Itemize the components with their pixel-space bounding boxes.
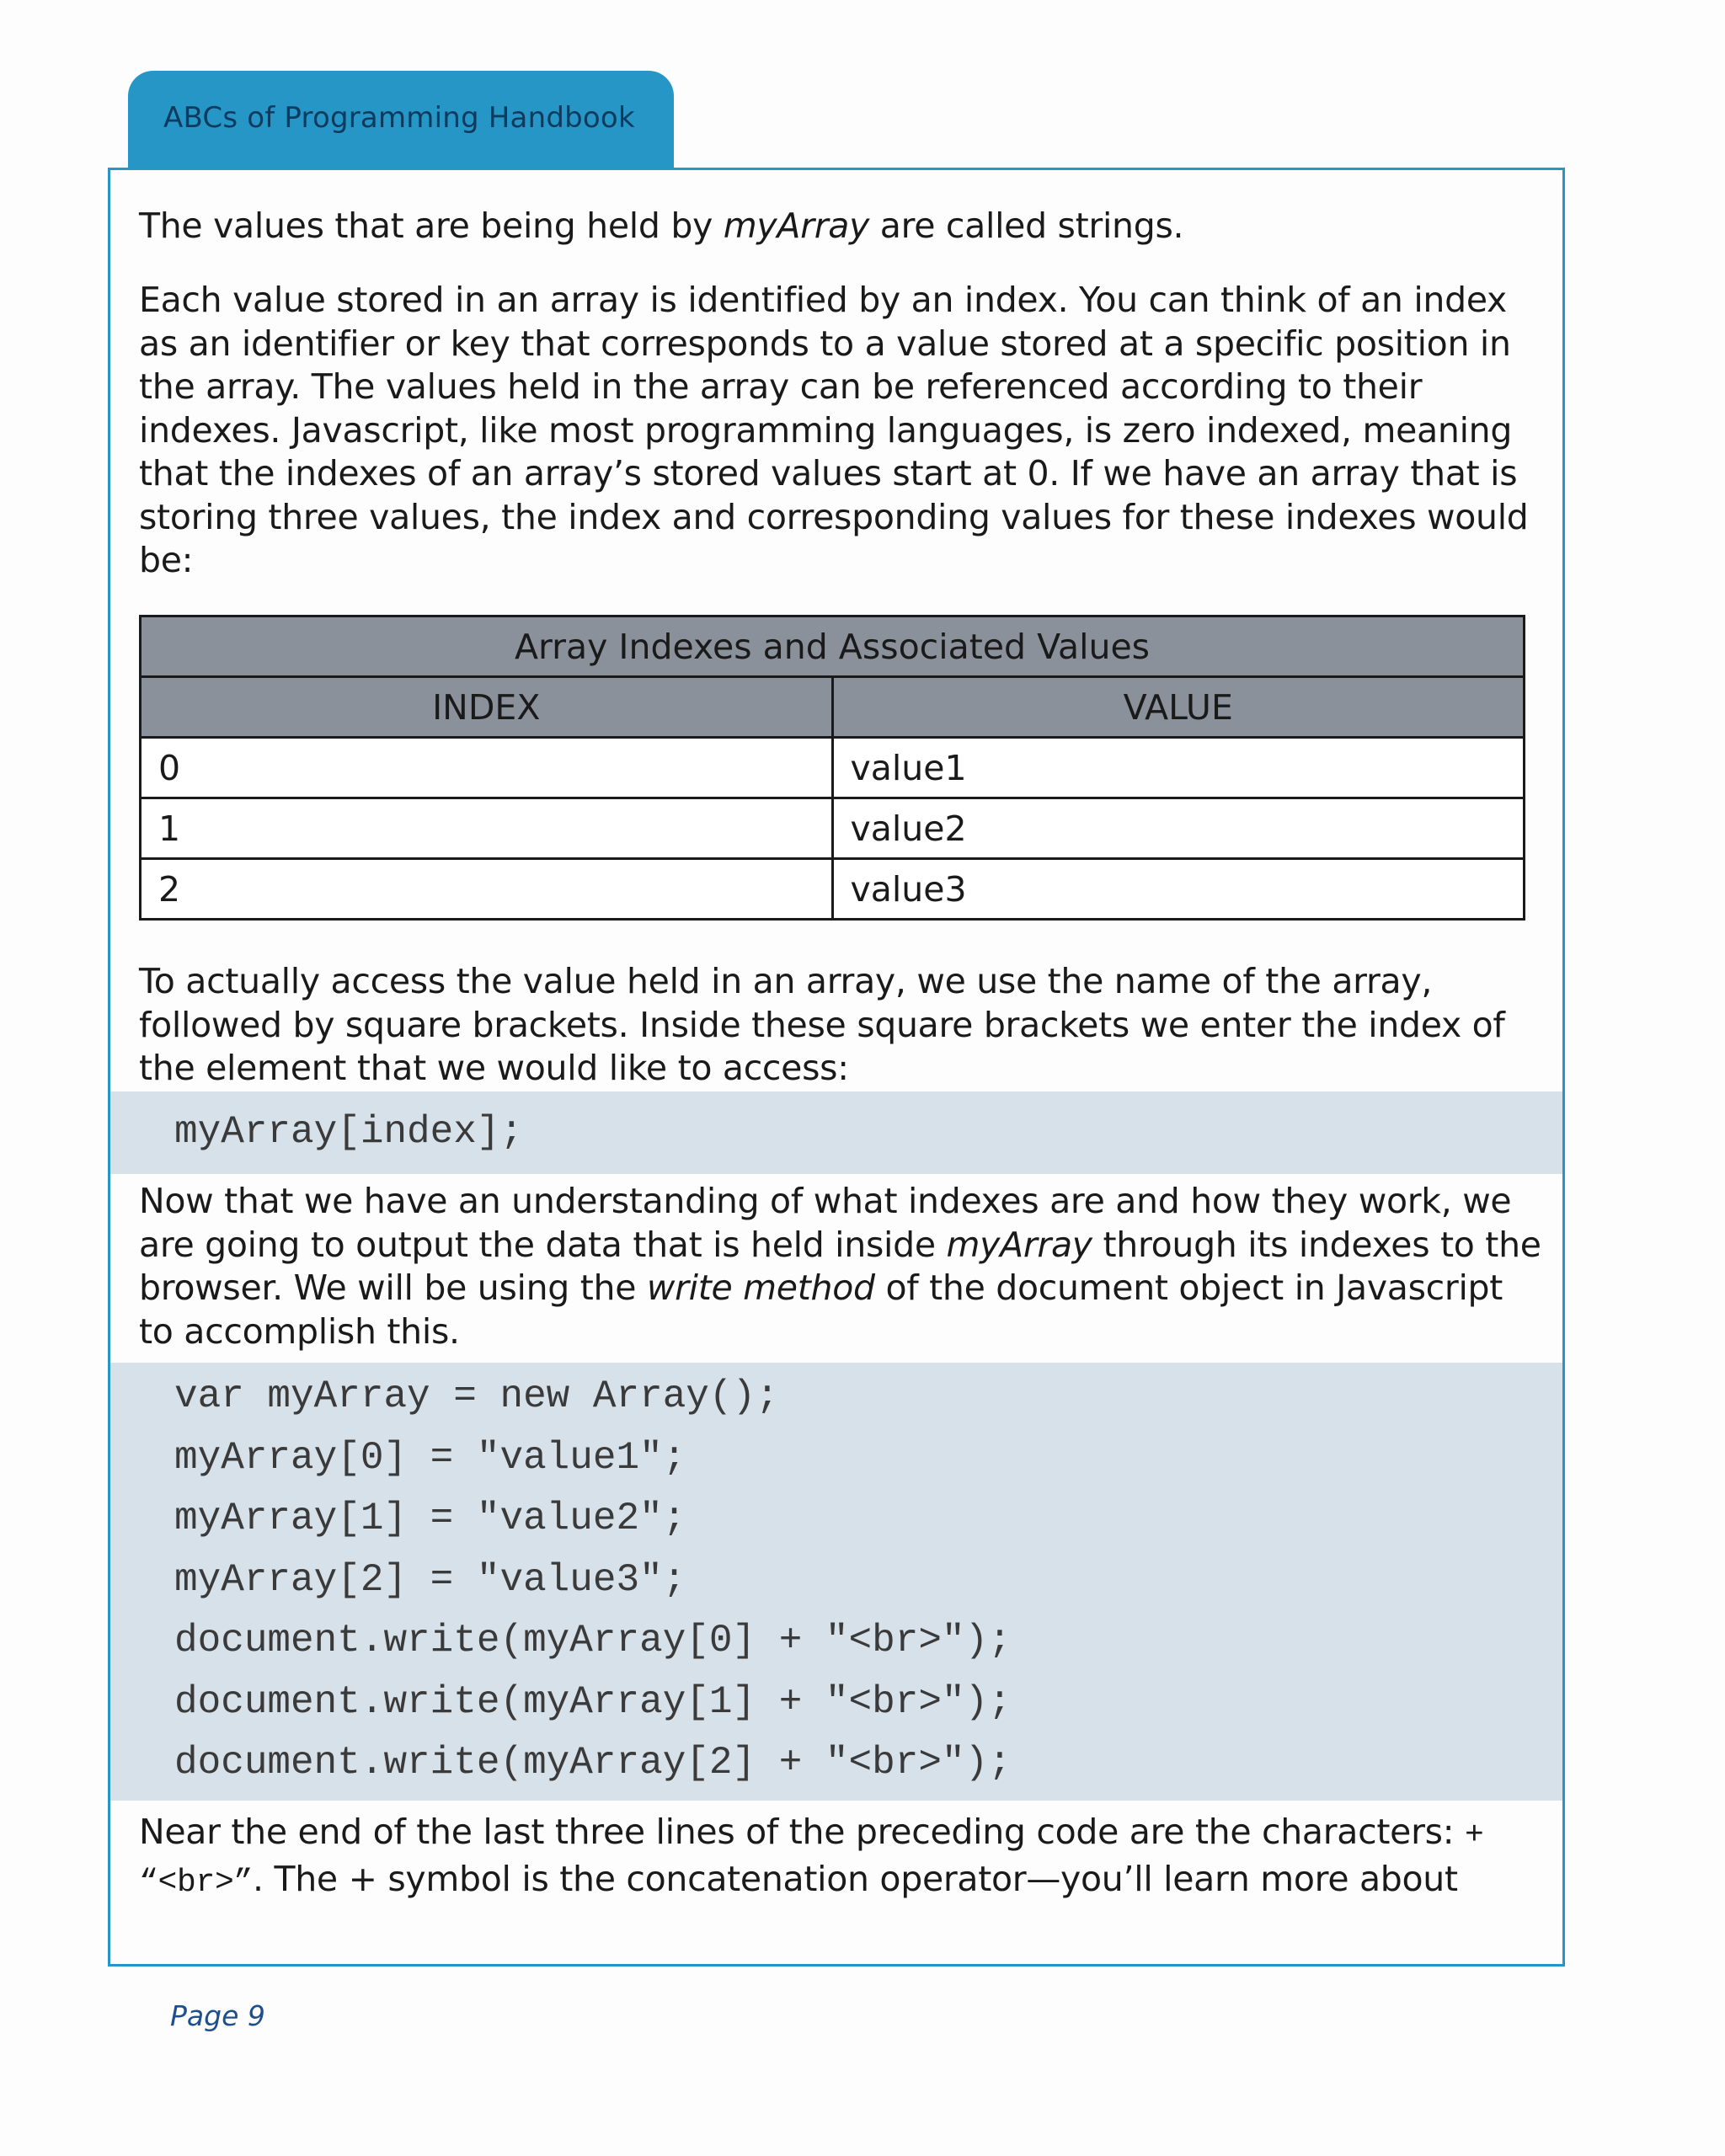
index-cell: 0 — [141, 738, 833, 798]
paragraph-output-data: Now that we have an understanding of what indexes are and how they work, we are going to output the data that is held inside myArray through its indexes to the browser. We will be using the write method of the document object in Javascript to accomplish this. — [139, 1181, 1541, 1352]
emphasis-myarray: myArray — [723, 205, 870, 246]
code-line: myArray[2] = "value3"; — [174, 1557, 686, 1602]
handbook-header-tab — [128, 71, 674, 172]
code-line: document.write(myArray[0] + "<br>"); — [174, 1619, 1012, 1662]
paragraph-concatenation: Near the end of the last three lines of the preceding code are the characters: + “<br>”. The + symbol is the concatenation operator—you’ll learn more about — [139, 1812, 1484, 1901]
table-row — [141, 738, 1525, 798]
page-number: Page 9 — [170, 1999, 265, 2032]
paragraph-strings: The values that are being held by myArray are called strings. — [139, 205, 1184, 246]
paragraph-index-explanation: Each value stored in an array is identified by an index. You can think of an index as an identifier or key that corresponds to a value stored at a specific position in the array. The values held in the array can be referenced according to their indexes. Javascript, like most programming languages, is zero indexed, meaning that the indexes of an array’s stored values start at 0. If we have an array that is storing three values, the index and corresponding values for these indexes would be: — [139, 280, 1529, 580]
code-line: var myArray = new Array(); — [174, 1374, 779, 1418]
handbook-title: ABCs of Programming Handbook — [163, 101, 635, 135]
table-row — [141, 859, 1525, 920]
table-caption: Array Indexes and Associated Values — [141, 616, 1525, 677]
code-line: myArray[0] = "value1"; — [174, 1435, 686, 1480]
code-line: document.write(myArray[2] + "<br>"); — [174, 1741, 1012, 1785]
index-cell: 2 — [141, 859, 833, 920]
code-block-write — [110, 1363, 1562, 1801]
index-cell: 1 — [141, 798, 833, 859]
column-header-index: INDEX — [141, 677, 833, 738]
array-index-table — [139, 615, 1525, 921]
column-header-value: VALUE — [832, 677, 1525, 738]
table-row — [141, 798, 1525, 859]
value-cell: value2 — [832, 798, 1525, 859]
value-cell: value3 — [832, 859, 1525, 920]
code-line: document.write(myArray[1] + "<br>"); — [174, 1679, 1012, 1724]
paragraph-access-values: To actually access the value held in an array, we use the name of the array, followed by square brackets. Inside these square brackets we enter the index of the element that we would like to access: — [139, 961, 1505, 1088]
code-line: myArray[1] = "value2"; — [174, 1497, 686, 1540]
value-cell: value1 — [832, 738, 1525, 798]
code-block-access — [110, 1091, 1562, 1174]
code-line: myArray[index]; — [174, 1110, 524, 1154]
inline-code: + “<br>” — [139, 1817, 1484, 1901]
